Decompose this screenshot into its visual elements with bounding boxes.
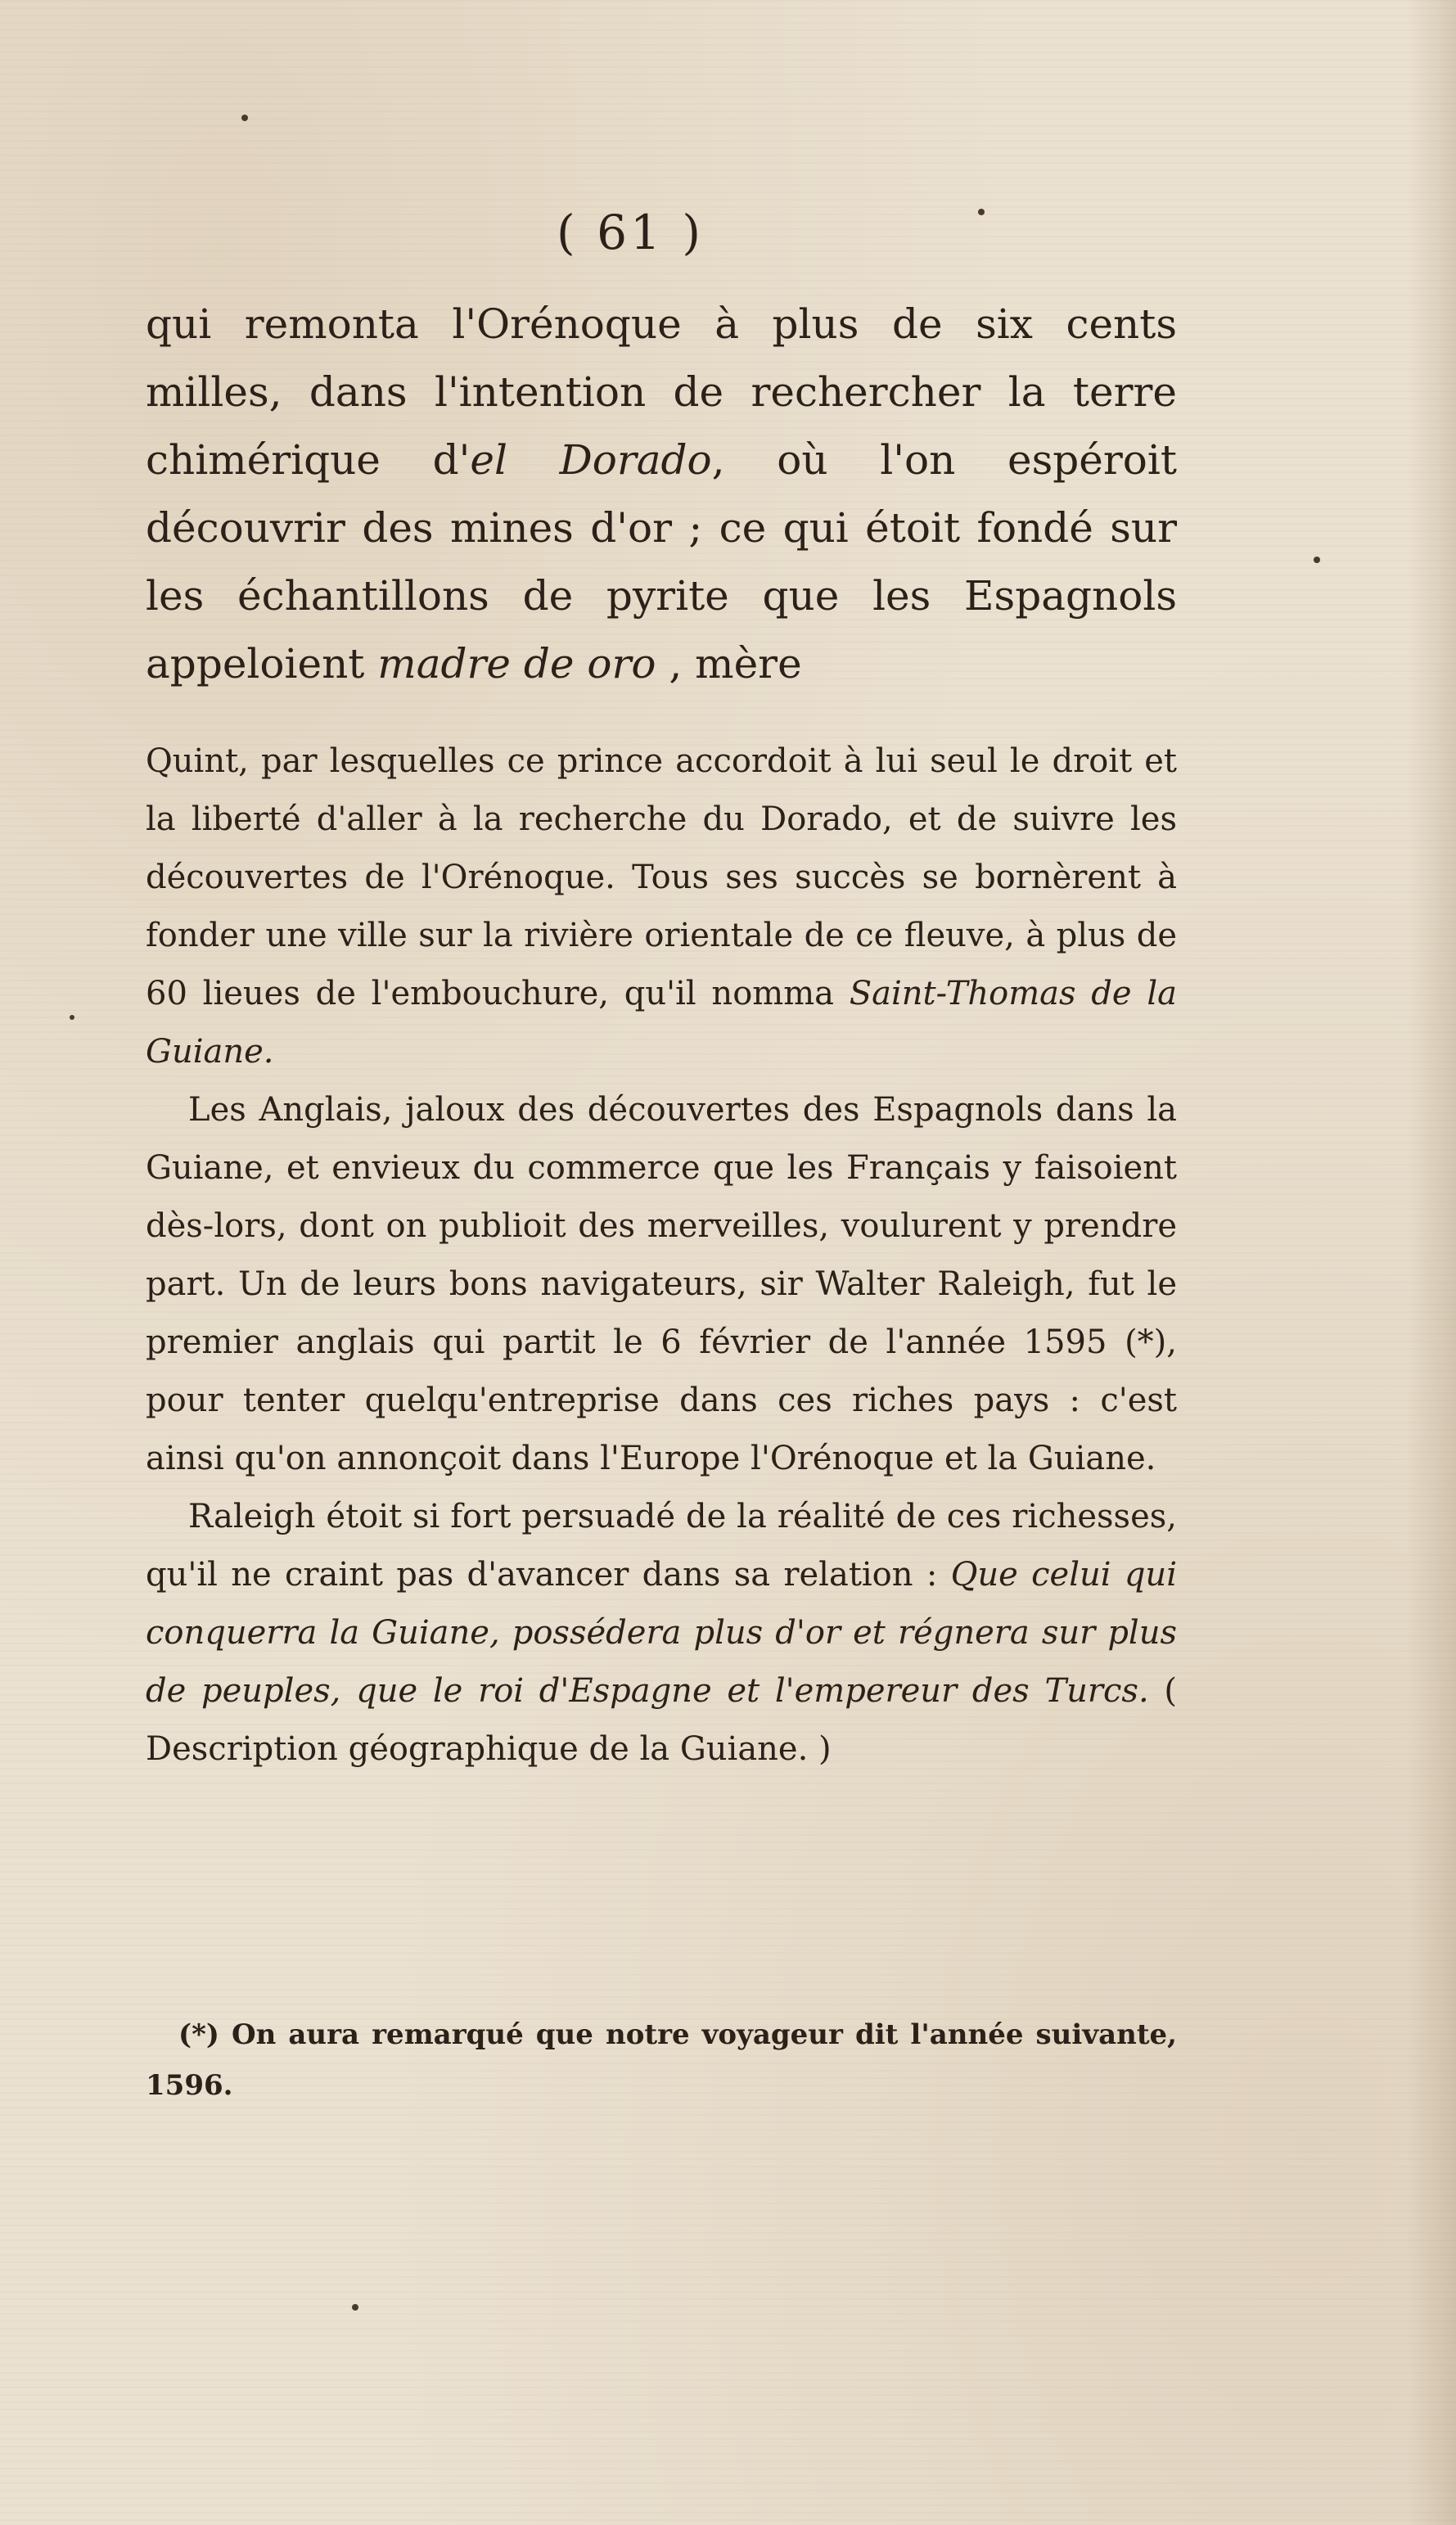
main-text-3: , mère — [656, 640, 802, 688]
ink-spot — [1314, 557, 1320, 563]
note2-text-1: Les Anglais, jaloux des découvertes des Espagnols dans la Guiane, et envieux du commerce que les Français y faisoient dès-lors, dont on publioit des merveilles, voulurent y prendre part. Un de leurs bons navigateurs, sir Walter Raleigh, fut le premier anglais qui partit le 6 février de l'année 1595 (*), pour tenter quelqu'entreprise dans ces riches pays : c'est ainsi qu'on annonçoit dans l'Europe l'Orénoque et la Guiane. — [146, 1091, 1177, 1477]
note3-italic-1: Que celui qui conquerra la Guiane, possédera plus d'or et régnera sur plus de peuples, que le roi d'Espagne et l'empereur des Turcs. — [146, 1556, 1177, 1710]
main-text-1: qui remonta l'Orénoque à plus de six cents milles, dans l'intention de rechercher la terre chimérique d' — [146, 300, 1177, 484]
main-italic-1: el Dorado — [470, 436, 712, 484]
note-paragraph-2 — [146, 1081, 1177, 1488]
note1-text-1: Quint, par lesquelles ce prince accordoit à lui seul le droit et la liberté d'aller à la recherche du Dorado, et de suivre les découvertes de l'Orénoque. Tous ses succès se bornèrent à fonder une ville sur la rivière orientale de ce fleuve, à plus de 60 lieues de l'embouchure, qu'il nomma — [146, 742, 1177, 1012]
page-number: ( 61 ) — [557, 205, 704, 260]
main-italic-2: madre de oro — [377, 640, 656, 688]
ink-spot — [70, 1015, 74, 1020]
note3-text-1: Raleigh étoit si fort persuadé de la réalité de ces richesses, qu'il ne craint pas d'avancer dans sa relation : — [146, 1498, 1177, 1594]
ink-spot — [978, 209, 985, 215]
main-paragraph — [146, 291, 1177, 698]
note-paragraph-1 — [146, 733, 1177, 1081]
main-text-2: , où l'on espéroit découvrir des mines d'or ; ce qui étoit fondé sur les échantillons de pyrite que les Espagnols appeloient — [146, 436, 1177, 688]
ink-spot — [352, 2304, 358, 2311]
note-section — [146, 733, 1177, 1779]
ink-spot — [241, 115, 248, 121]
page-edge-shadow — [1407, 0, 1456, 2525]
note3-text-2: ( Description géographique de la Guiane. ) — [146, 1672, 1177, 1768]
footnote — [146, 2009, 1177, 2111]
footnote-text: (*) On aura remarqué que notre voyageur dit l'année suivante, 1596. — [146, 2018, 1177, 2102]
note-paragraph-3 — [146, 1488, 1177, 1779]
note1-italic-1: Saint-Thomas de la Guiane. — [146, 975, 1177, 1071]
